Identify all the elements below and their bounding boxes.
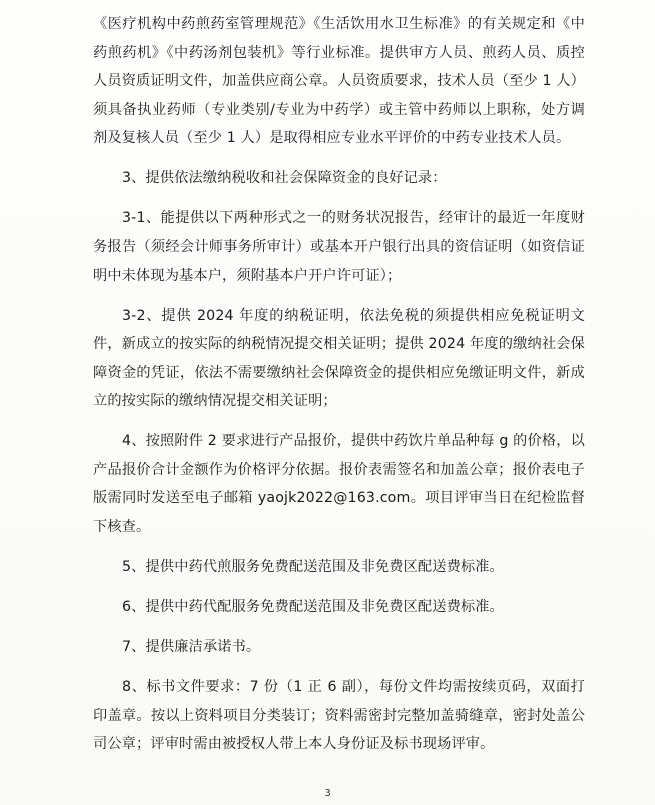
paragraph-qualification-requirements: 《医疗机构中药煎药室管理规范》《生活饮用水卫生标准》的有关规定和《中药煎药机》《中药汤剂包装机》等行业标准。提供审方人员、煎药人员、质控人员资质证明文件，加盖供应商公章。人员资质要求，技术人员（至少 1 人）须具备执业药师（专业类别/专业为中药学）或主管中药师以上职称，处方调剂及复核人员（至少 1 人）是取得相应专业水平评价的中药专业技术人员。 <box>93 16 585 147</box>
page-number: 3 <box>324 788 331 799</box>
document-body <box>93 10 585 770</box>
paragraph-item-8: 8、标书文件要求：7 份（1 正 6 副），每份文件均需按续页码，双面打印盖章。按以上资料项目分类装订；资料需密封完整加盖骑缝章，密封处盖公司公章；评审时需由被授权人带上本人身份证及标书现场评审。 <box>93 679 585 753</box>
paragraph-item-3: 3、提供依法缴纳税收和社会保障资金的良好记录： <box>122 170 447 187</box>
paragraph-item-7: 7、提供廉洁承诺书。 <box>122 639 261 656</box>
paragraph-item-3-2: 3-2、提供 2024 年度的纳税证明，依法免税的须提供相应免税证明文件，新成立的按实际的纳税情况提交相关证明；提供 2024 年度的缴纳社会保障资金的凭证，依法不需要缴纳社会保障资金的提供相应免缴证明文件，新成立的按实际的缴纳情况提交相关证明； <box>93 307 585 410</box>
paragraph-item-6: 6、提供中药代配服务免费配送范围及非免费区配送费标准。 <box>122 599 504 616</box>
paragraph-item-5: 5、提供中药代煎服务免费配送范围及非免费区配送费标准。 <box>122 559 504 576</box>
paragraph-item-3-1: 3-1、能提供以下两种形式之一的财务状况报告，经审计的最近一年度财务报告（须经会计师事务所审计）或基本开户银行出具的资信证明（如资信证明中未体现为基本户，须附基本户开户许可证）； <box>93 210 585 284</box>
paragraph-item-4: 4、按照附件 2 要求进行产品报价，提供中药饮片单品种每 g 的价格，以产品报价合计金额作为价格评分依据。报价表需签名和加盖公章；报价表电子版需同时发送至电子邮箱 yaojk2022@163.com。项目评审当日在纪检监督下核查。 <box>93 433 585 536</box>
